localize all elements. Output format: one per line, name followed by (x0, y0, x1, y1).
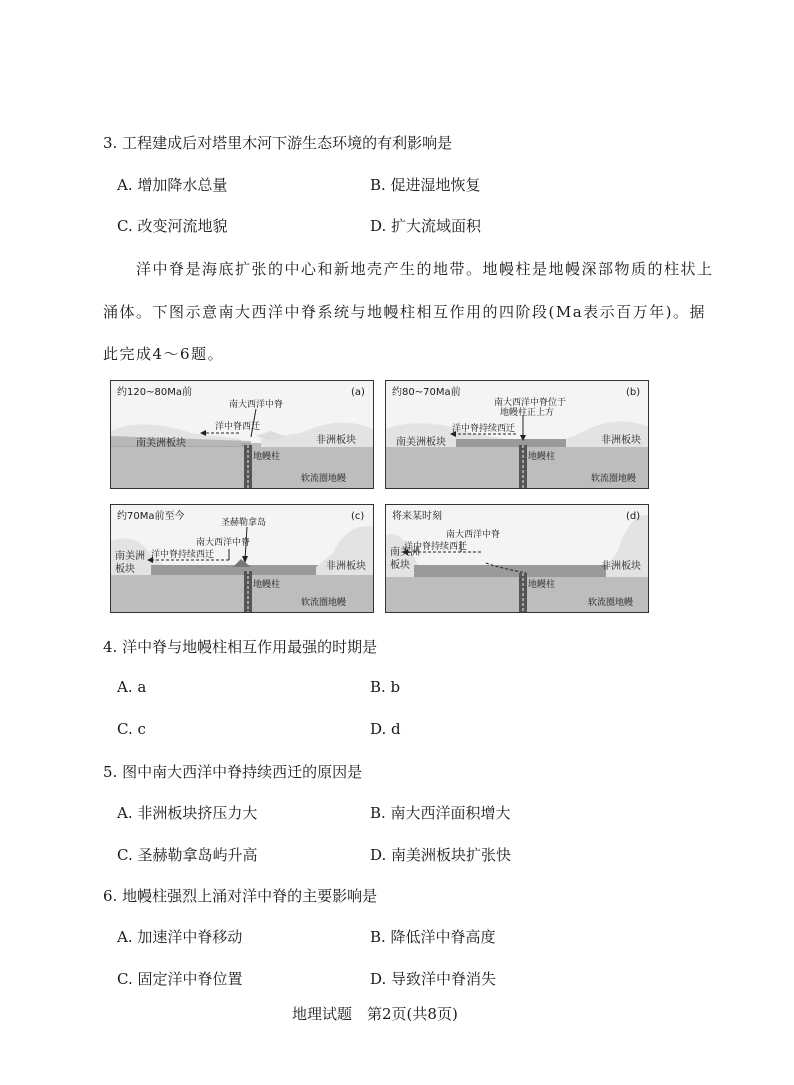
question-3-option-a: A. 增加降水总量 (117, 176, 228, 194)
panel-a-right-plate: 非洲板块 (316, 435, 356, 446)
question-5-stem: 5. 图中南大西洋中脊持续西迁的原因是 (103, 763, 363, 781)
figure-panel-c (110, 504, 374, 613)
panel-b-ridge-line-2: 地幔柱正上方 (500, 408, 555, 418)
passage-line-1: 洋中脊是海底扩张的中心和新地壳产生的地带。地幔柱是地幔深部物质的柱状上 (136, 260, 714, 278)
question-3-option-d: D. 扩大流域面积 (370, 217, 482, 235)
question-4-option-a: A. a (117, 678, 147, 696)
question-6-option-b: B. 降低洋中脊高度 (370, 928, 496, 946)
page-footer: 地理试题 第2页(共8页) (292, 1005, 458, 1023)
panel-b-plume-label: 地幔柱 (528, 452, 556, 462)
question-4-option-d: D. d (370, 720, 401, 738)
panel-d-ridge-label: 南大西洋中脊 (446, 530, 501, 540)
panel-d-plume-label: 地幔柱 (528, 580, 556, 590)
figure-panel-a (110, 380, 374, 489)
panel-d-asthenosphere: 软流圈地幔 (588, 598, 634, 608)
question-5-option-d: D. 南美洲板块扩张快 (370, 846, 512, 864)
panel-c-plume-label: 地幔柱 (253, 580, 281, 590)
panel-c-island-label: 圣赫勒拿岛 (221, 518, 267, 528)
panel-b-right-plate: 非洲板块 (601, 435, 641, 446)
panel-c-right-plate: 非洲板块 (326, 561, 366, 572)
panel-b-ridge-line-1: 南大西洋中脊位于 (494, 398, 567, 408)
panel-a-plume-label: 地幔柱 (253, 452, 281, 462)
panel-d-left-plate-line-2: 板块 (390, 560, 410, 571)
panel-c-asthenosphere: 软流圈地幔 (301, 598, 347, 608)
panel-b-asthenosphere: 软流圈地幔 (591, 474, 637, 484)
question-4-option-c: C. c (117, 720, 146, 738)
question-4-option-b: B. b (370, 678, 401, 696)
panel-a-asthenosphere: 软流圈地幔 (301, 474, 347, 484)
panel-d-letter: (d) (626, 511, 641, 522)
question-3-option-c: C. 改变河流地貌 (117, 217, 228, 235)
question-6-stem: 6. 地幔柱强烈上涌对洋中脊的主要影响是 (103, 887, 378, 905)
question-6-option-d: D. 导致洋中脊消失 (370, 970, 497, 988)
question-5-option-c: C. 圣赫勒拿岛屿升高 (117, 846, 258, 864)
panel-d-period: 将来某时刻 (392, 511, 442, 522)
figure-panel-b (385, 380, 649, 489)
question-6-option-c: C. 固定洋中脊位置 (117, 970, 243, 988)
panel-c-period: 约70Ma前至今 (117, 511, 185, 522)
panel-d-migrate-label: 洋中脊持续西迁 (404, 542, 468, 552)
panel-a-left-plate: 南美洲板块 (136, 438, 186, 449)
passage-line-3: 此完成4～6题。 (103, 345, 225, 363)
panel-a-ridge-label: 南大西洋中脊 (229, 400, 284, 410)
panel-c-left-plate-line-1: 南美洲 (115, 551, 145, 562)
question-3-stem: 3. 工程建成后对塔里木河下游生态环境的有利影响是 (103, 134, 453, 152)
panel-d-right-plate: 非洲板块 (601, 561, 641, 572)
panel-c-letter: (c) (351, 511, 365, 522)
panel-b-left-plate: 南美洲板块 (396, 437, 446, 448)
panel-d-left-plate-line-1: 南美洲 (390, 547, 420, 558)
panel-a-letter: (a) (351, 387, 365, 398)
question-4-stem: 4. 洋中脊与地幔柱相互作用最强的时期是 (103, 638, 378, 656)
panel-b-period: 约80~70Ma前 (392, 387, 461, 398)
panel-c-left-plate-line-2: 板块 (115, 564, 135, 575)
question-5-option-b: B. 南大西洋面积增大 (370, 804, 511, 822)
panel-c-migrate-label: 洋中脊持续西迁 (151, 550, 215, 560)
panel-a-migrate-label: 洋中脊西迁 (215, 422, 261, 432)
figure-panel-d (385, 504, 649, 613)
passage-line-2: 涌体。下图示意南大西洋中脊系统与地幔柱相互作用的四阶段(Ma表示百万年)。据 (103, 303, 707, 321)
panel-b-migrate-label: 洋中脊持续西迁 (452, 424, 516, 434)
panel-c-ridge-label: 南大西洋中脊 (196, 538, 251, 548)
question-5-option-a: A. 非洲板块挤压力大 (117, 804, 258, 822)
question-3-option-b: B. 促进湿地恢复 (370, 176, 481, 194)
question-6-option-a: A. 加速洋中脊移动 (117, 928, 243, 946)
panel-b-letter: (b) (626, 387, 641, 398)
panel-a-period: 约120~80Ma前 (117, 387, 192, 398)
